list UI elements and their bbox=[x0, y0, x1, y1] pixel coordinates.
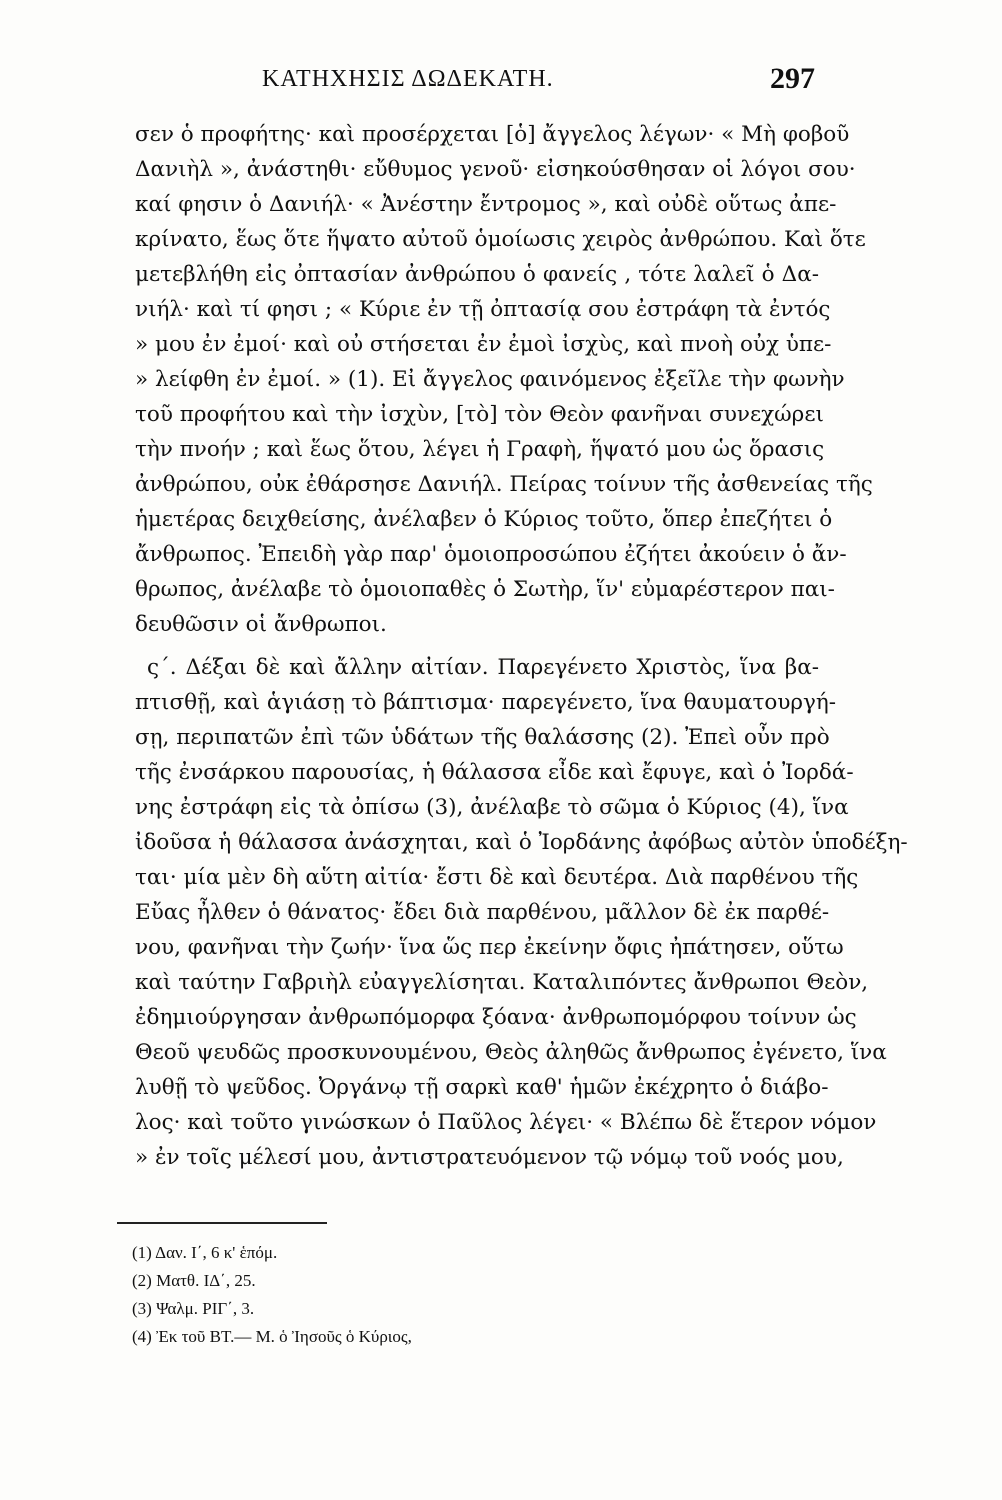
text-line: νου, φανῆναι τὴν ζωήν· ἵνα ὥς περ ἐκείνην ὄφις ἠπάτησεν, οὕτω bbox=[135, 935, 844, 960]
text-line: » λείφθη ἐν ἐμοί. » (1). Εἰ ἄγγελος φαινόμενος ἐξεῖλε τὴν φωνὴν bbox=[135, 367, 845, 392]
text-line: ἐδημιούργησαν ἀνθρωπόμορφα ξόανα· ἀνθρωπομόρφου τοίνυν ὡς bbox=[135, 1005, 857, 1030]
text-line: λος· καὶ τοῦτο γινώσκων ὁ Παῦλος λέγει· « Βλέπω δὲ ἕτερον νόμον bbox=[135, 1110, 877, 1135]
text-line: καί φησιν ὁ Δανιήλ· « Ἀνέστην ἔντρομος », καὶ οὐδὲ οὕτως ἀπε- bbox=[135, 192, 837, 217]
chapter-title: ΚΑΤΗΧΗΣΙΣ ΔΩΔΕΚΑΤΗ. bbox=[262, 66, 554, 92]
text-line: » μου ἐν ἐμοί· καὶ οὐ στήσεται ἐν ἐμοὶ ἰσχὺς, καὶ πνοὴ οὐχ ὑπε- bbox=[135, 332, 832, 357]
text-line: κρίνατο, ἕως ὅτε ἥψατο αὐτοῦ ὁμοίωσις χειρὸς ἀνθρώπου. Καὶ ὅτε bbox=[135, 227, 866, 252]
footnote-item: (2) Ματθ. ΙΔ΄, 25. bbox=[132, 1271, 256, 1290]
text-line: πτισθῇ, καὶ ἁγιάσῃ τὸ βάπτισμα· παρεγένετο, ἵνα θαυματουργή- bbox=[135, 690, 837, 715]
text-line: » ἐν τοῖς μέλεσί μου, ἀντιστρατευόμενον τῷ νόμῳ τοῦ νοός μου, bbox=[135, 1145, 844, 1170]
text-line: μετεβλήθη εἰς ὀπτασίαν ἀνθρώπου ὁ φανείς , τότε λαλεῖ ὁ Δα- bbox=[135, 262, 819, 287]
text-line: λυθῇ τὸ ψεῦδος. Ὀργάνῳ τῇ σαρκὶ καθ' ἡμῶν ἐκέχρητο ὁ διάβο- bbox=[135, 1075, 829, 1100]
text-line: ἡμετέρας δειχθείσης, ἀνέλαβεν ὁ Κύριος τοῦτο, ὅπερ ἐπεζήτει ὁ bbox=[135, 507, 833, 532]
footnote-item: (3) Ψαλμ. ΡΙΓ΄, 3. bbox=[132, 1299, 255, 1318]
text-line: σεν ὁ προφήτης· καὶ προσέρχεται [ὁ] ἄγγελος λέγων· « Μὴ φοβοῦ bbox=[135, 122, 850, 147]
footnote-item: (4) Ἐκ τοῦ ΒΤ.— Μ. ὁ Ἰησοῦς ὁ Κύριος, bbox=[132, 1327, 412, 1346]
text-line: θρωπος, ἀνέλαβε τὸ ὁμοιοπαθὲς ὁ Σωτὴρ, ἵν' εὐμαρέστερον παι- bbox=[135, 577, 835, 602]
text-line: ἀνθρώπου, οὐκ ἐθάρσησε Δανιήλ. Πείρας τοίνυν τῆς ἀσθενείας τῆς bbox=[135, 472, 873, 497]
text-line: ἰδοῦσα ἡ θάλασσα ἀνάσχηται, καὶ ὁ Ἰορδάνης ἀφόβως αὐτὸν ὑποδέξη- bbox=[135, 830, 908, 855]
text-line: δευθῶσιν οἱ ἄνθρωποι. bbox=[135, 612, 387, 637]
footnote-divider bbox=[117, 1222, 327, 1224]
text-line: σῃ, περιπατῶν ἐπὶ τῶν ὑδάτων τῆς θαλάσσης (2). Ἐπεὶ οὖν πρὸ bbox=[135, 725, 830, 750]
text-line: Δανιὴλ », ἀνάστηθι· εὔθυμος γενοῦ· εἰσηκούσθησαν οἱ λόγοι σου· bbox=[135, 157, 856, 182]
text-line: νης ἐστράφη εἰς τὰ ὀπίσω (3), ἀνέλαβε τὸ σῶμα ὁ Κύριος (4), ἵνα bbox=[135, 795, 849, 820]
text-line: νιήλ· καὶ τί φησι ; « Κύριε ἐν τῇ ὀπτασίᾳ σου ἐστράφη τὰ ἐντός bbox=[135, 297, 831, 322]
text-line: τῆς ἐνσάρκου παρουσίας, ἡ θάλασσα εἶδε καὶ ἔφυγε, καὶ ὁ Ἰορδά- bbox=[135, 760, 854, 785]
text-line: ἄνθρωπος. Ἐπειδὴ γὰρ παρ' ὁμοιοπροσώπου ἐζήτει ἀκούειν ὁ ἄν- bbox=[135, 542, 847, 567]
footnote-item: (1) Δαν. Ι΄, 6 κ' ἑπόμ. bbox=[132, 1243, 278, 1262]
text-line: Θεοῦ ψευδῶς προσκυνουμένου, Θεὸς ἀληθῶς ἄνθρωπος ἐγένετο, ἵνα bbox=[135, 1040, 887, 1065]
running-head bbox=[0, 62, 1002, 106]
text-line: Εὔας ἦλθεν ὁ θάνατος· ἔδει διὰ παρθένου, μᾶλλον δὲ ἐκ παρθέ- bbox=[135, 900, 830, 925]
page-number: 297 bbox=[770, 62, 815, 95]
text-line: ται· μία μὲν δὴ αὕτη αἰτία· ἔστι δὲ καὶ δευτέρα. Διὰ παρθένου τῆς bbox=[135, 865, 859, 890]
text-line: τὴν πνοήν ; καὶ ἕως ὅτου, λέγει ἡ Γραφὴ, ἥψατό μου ὡς ὅρασις bbox=[135, 437, 825, 462]
text-line: τοῦ προφήτου καὶ τὴν ἰσχὺν, [τὸ] τὸν Θεὸν φανῆναι συνεχώρει bbox=[135, 402, 824, 427]
paragraph-start-line: ς΄. Δέξαι δὲ καὶ ἄλλην αἰτίαν. Παρεγένετο Χριστὸς, ἵνα βα- bbox=[147, 655, 819, 680]
text-line: καὶ ταύτην Γαβριὴλ εὐαγγελίσηται. Καταλιπόντες ἄνθρωποι Θεὸν, bbox=[135, 970, 869, 995]
